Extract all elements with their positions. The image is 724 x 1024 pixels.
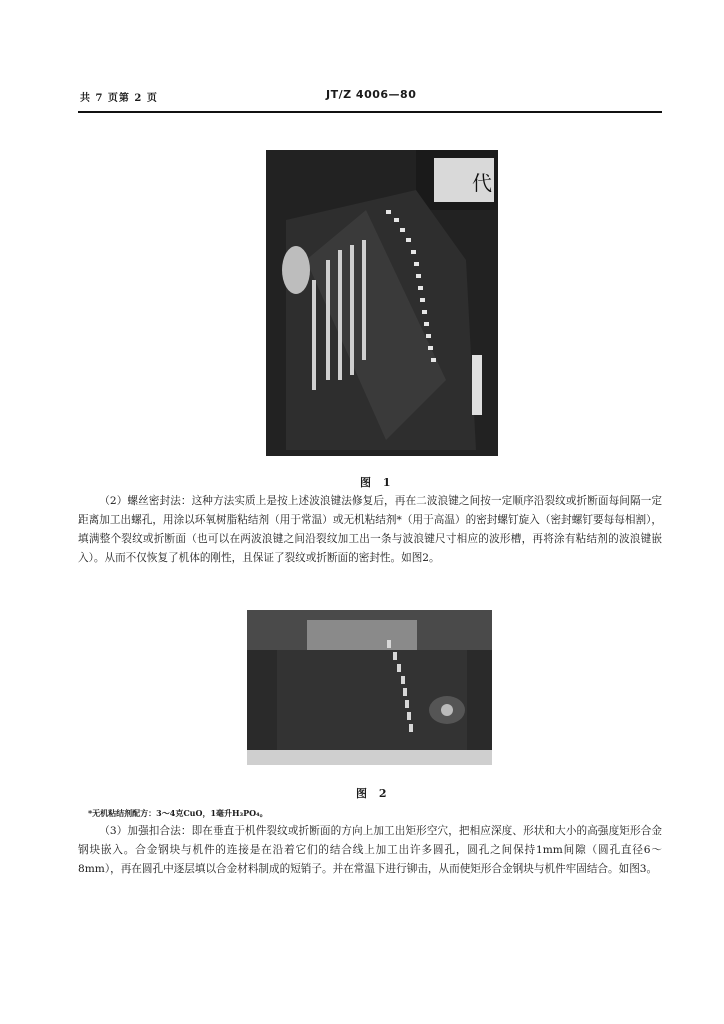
footnote: *无机粘结剂配方：3～4克CuO，1毫升H₃PO₄。 xyxy=(88,808,268,818)
figure-1-caption: 图 1 xyxy=(360,476,395,489)
paragraph-reinforcement xyxy=(78,822,662,879)
paragraph-text: （2）螺丝密封法：这种方法实质上是按上述波浪键法修复后，再在二波浪键之间按一定顺序沿裂纹或折断面每间隔一定距离加工出螺孔，用涂以环氧树脂粘结剂（用于常温）或无机粘结剂*（用于高温）的密封螺钉旋入（密封螺钉要每每相割），填满整个裂纹或折断面（也可以在两波浪键之间沿裂纹加工出一条与波浪键尺寸相应的波形槽，再将涂有粘结剂的波浪键嵌入）。从而不仅恢复了机体的刚性，且保证了裂纹或折断面的密封性。如图2。 xyxy=(78,495,662,564)
figure-2-caption: 图 2 xyxy=(356,787,391,800)
figure-1-photo xyxy=(266,150,498,456)
figure-2-photo xyxy=(247,610,492,765)
paragraph-screw-sealing xyxy=(78,492,662,568)
header-divider xyxy=(78,111,662,113)
figure-1-sign-text: 代 xyxy=(472,171,492,195)
document-code: JT/Z 4006—80 xyxy=(326,88,417,101)
page-info: 共 7 页第 2 页 xyxy=(80,93,158,104)
paragraph-text: （3）加强扣合法：即在垂直于机件裂纹或折断面的方向上加工出矩形空穴，把相应深度、形状和大小的高强度矩形合金钢块嵌入。合金钢块与机件的连接是在沿着它们的结合线上加工出许多圆孔，圆孔之间保持1mm间隙（圆孔直径6～8mm），再在圆孔中逐层填以合金材料制成的短销子。并在常温下进行铆击，从而使矩形合金钢块与机件牢固结合。如图3。 xyxy=(78,825,662,875)
